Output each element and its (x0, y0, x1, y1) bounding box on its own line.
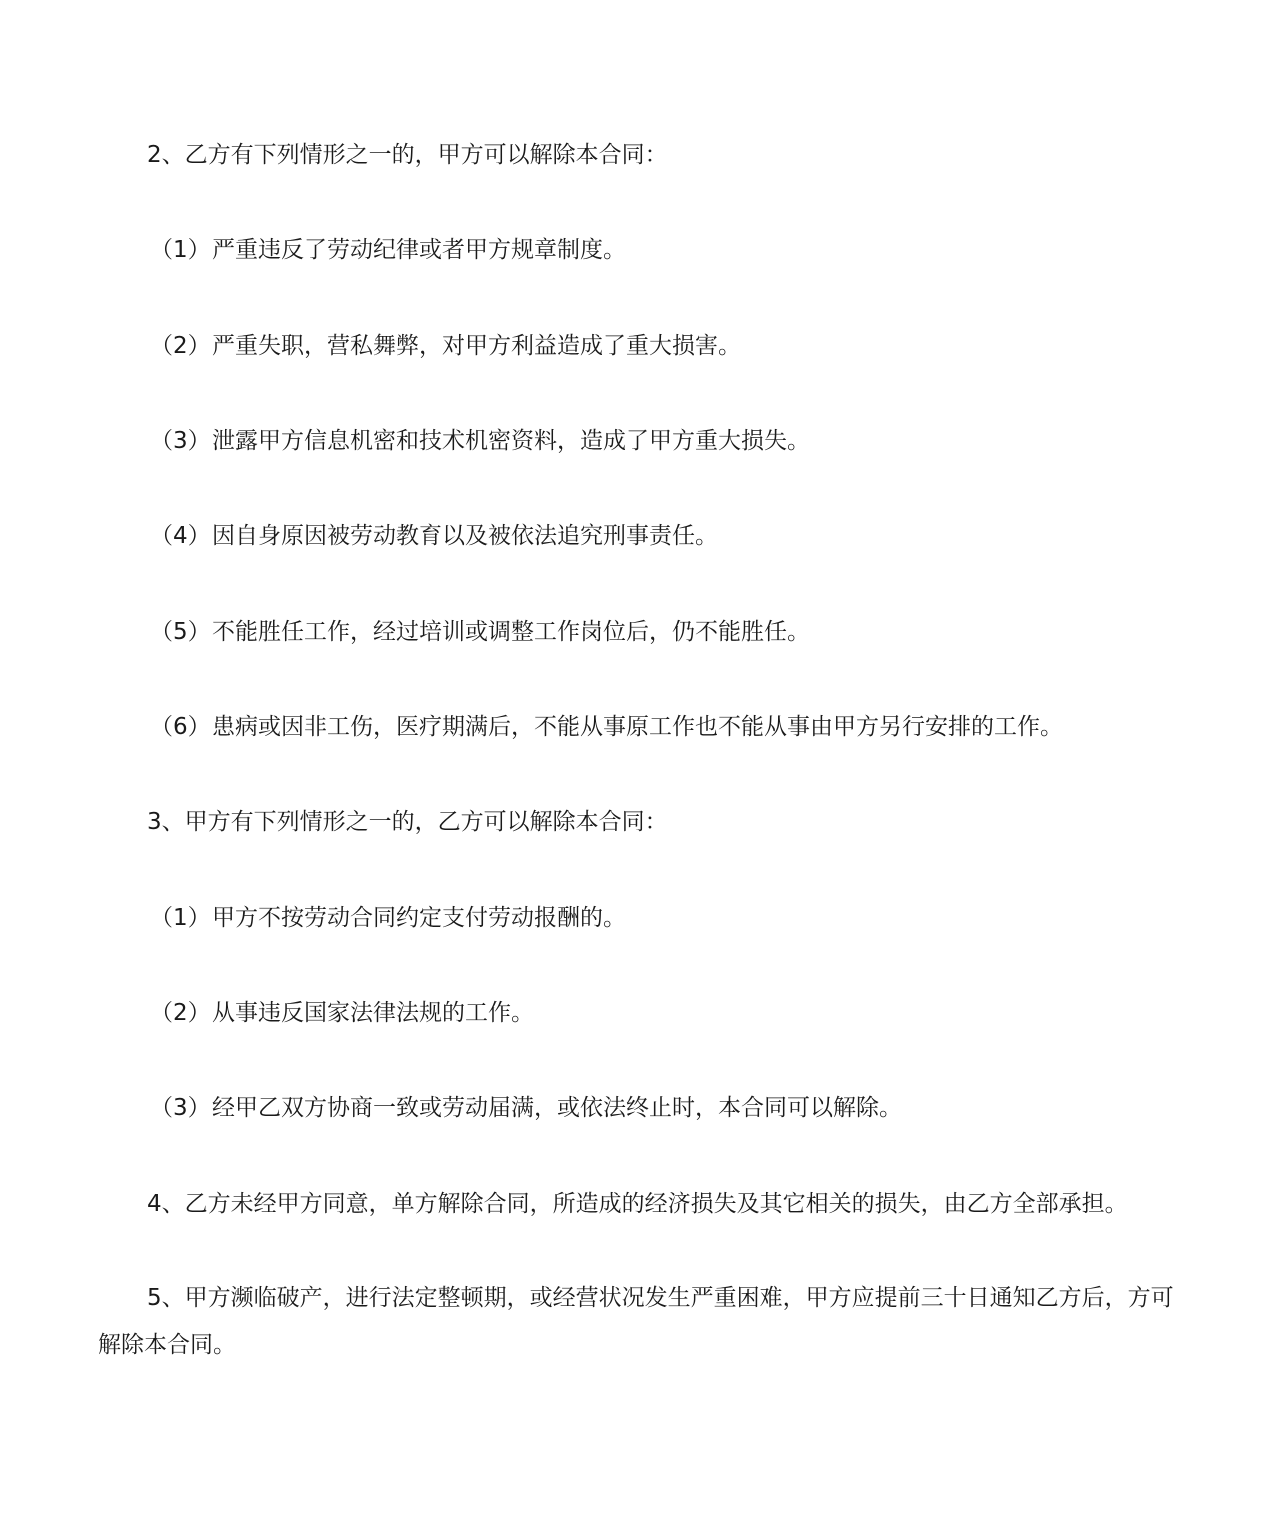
clause-3-item-3: （3）经甲乙双方协商一致或劳动届满，或依法终止时，本合同可以解除。 (150, 1095, 902, 1121)
clause-5: 5、甲方濒临破产，进行法定整顿期，或经营状况发生严重困难，甲方应提前三十日通知乙方后，方可解除本合同。 (98, 1285, 1174, 1358)
clause-2-item-1: （1）严重违反了劳动纪律或者甲方规章制度。 (150, 237, 626, 263)
clause-3-heading: 3、甲方有下列情形之一的，乙方可以解除本合同： (147, 809, 668, 835)
clause-3-item-2: （2）从事违反国家法律法规的工作。 (150, 1000, 534, 1026)
clause-2-item-6: （6）患病或因非工伤，医疗期满后，不能从事原工作也不能从事由甲方另行安排的工作。 (150, 714, 1063, 740)
clause-2-heading: 2、乙方有下列情形之一的，甲方可以解除本合同： (147, 142, 668, 168)
clause-2-item-2: （2）严重失职，营私舞弊，对甲方利益造成了重大损害。 (150, 333, 741, 359)
clause-3-item-1: （1）甲方不按劳动合同约定支付劳动报酬的。 (150, 905, 626, 931)
clause-2-item-4: （4）因自身原因被劳动教育以及被依法追究刑事责任。 (150, 523, 718, 549)
clause-4: 4、乙方未经甲方同意，单方解除合同，所造成的经济损失及其它相关的损失，由乙方全部承担。 (147, 1191, 1128, 1217)
clause-2-item-3: （3）泄露甲方信息机密和技术机密资料，造成了甲方重大损失。 (150, 428, 810, 454)
clause-2-item-5: （5）不能胜任工作，经过培训或调整工作岗位后，仍不能胜任。 (150, 619, 810, 645)
